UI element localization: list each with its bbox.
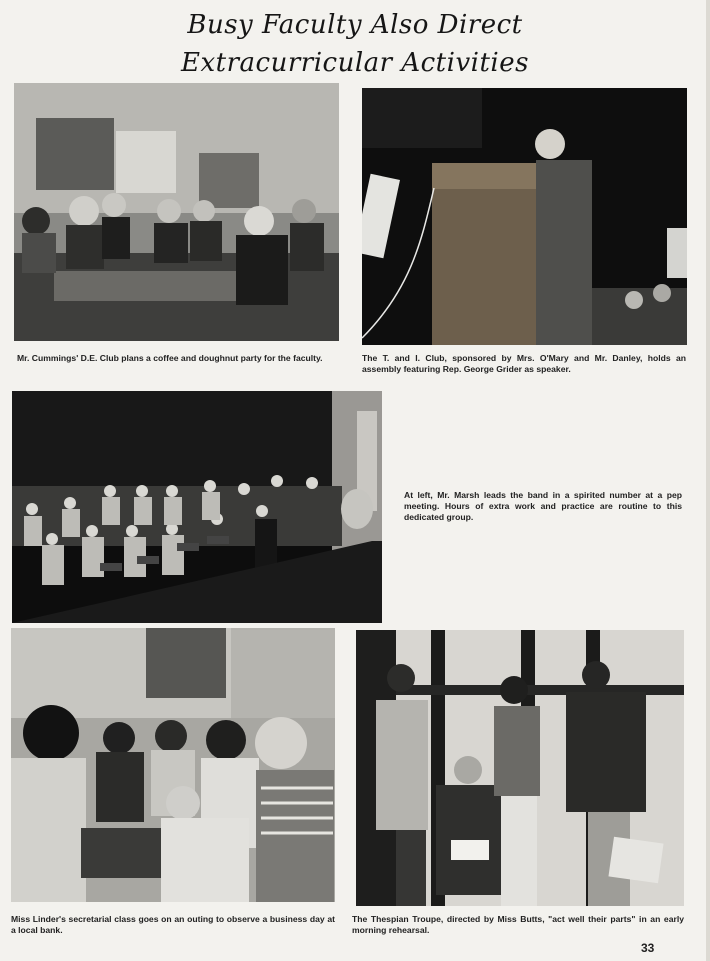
photo-t-and-i-club (362, 88, 687, 345)
caption-t-and-i-club: The T. and I. Club, sponsored by Mrs. O'Mary and Mr. Danley, holds an assembly featuring Rep. George Grider as speaker. (362, 353, 686, 374)
binding-edge (706, 0, 710, 961)
title-line-1: Busy Faculty Also Direct (187, 10, 523, 40)
photo-secretarial-class (11, 628, 335, 902)
caption-band: At left, Mr. Marsh leads the band in a spirited number at a pep meeting. Hours of extra work and practice are routine to this dedicated group. (404, 490, 682, 522)
page-title (150, 6, 560, 82)
photo-thespian-troupe (356, 630, 684, 906)
photo-de-club (14, 83, 339, 341)
page-number: 33 (641, 941, 655, 955)
caption-thespian-troupe: The Thespian Troupe, directed by Miss Butts, "act well their parts" in an early morning rehearsal. (352, 914, 684, 935)
caption-secretarial-class: Miss Linder's secretarial class goes on an outing to observe a business day at a local bank. (11, 914, 335, 935)
title-line-2: Extracurricular Activities (181, 48, 529, 78)
photo-band (12, 391, 382, 623)
caption-de-club: Mr. Cummings' D.E. Club plans a coffee and doughnut party for the faculty. (17, 353, 323, 363)
